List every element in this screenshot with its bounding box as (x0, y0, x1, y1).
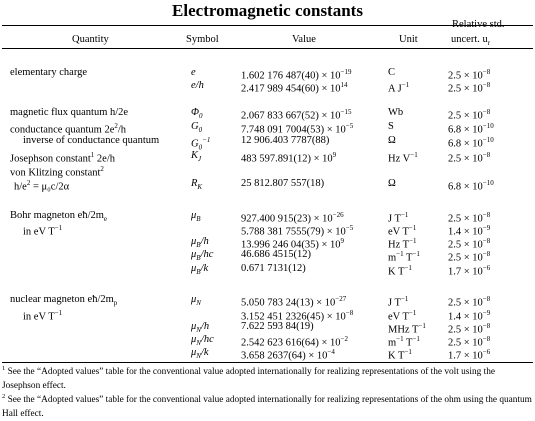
uncertainty-cell (448, 346, 490, 363)
quantity-text: inverse of conductance quantum (23, 135, 160, 146)
symbol-subscript: N (196, 339, 201, 348)
uncertainty-exponent: −8 (482, 250, 491, 258)
value-exponent: 9 (332, 151, 337, 159)
quantity-cell (23, 307, 62, 324)
uncertainty-text: 2.5 × 10 (448, 110, 483, 122)
value-text: 2.542 623 616(64) × 10 (241, 337, 341, 349)
uncertainty-text: 2.5 × 10 (448, 239, 483, 251)
symbol-text: μ (191, 263, 197, 274)
symbol-text: μ (191, 210, 197, 221)
quantity-superscript: −1 (54, 309, 63, 317)
symbol-cell (191, 293, 201, 310)
symbol-superscript: −1 (202, 136, 211, 144)
quantity-text: conductance quantum 2e (10, 124, 115, 136)
symbol-subscript: N (196, 299, 201, 308)
header-unit: Unit (399, 34, 418, 45)
unit-cell (388, 120, 394, 133)
symbol-text: e/h (191, 80, 204, 91)
quantity-cell (10, 106, 128, 119)
quantity-text: Bohr magneton eħ/2m (10, 210, 104, 221)
unit-text: MHz T (388, 324, 419, 336)
unit-text: J T (388, 213, 401, 225)
symbol-suffix: /k (200, 347, 209, 358)
symbol-text: μ (191, 249, 197, 260)
uncertainty-exponent: −8 (482, 237, 491, 245)
header-rule (2, 48, 533, 49)
uncertainty-exponent: −8 (482, 322, 491, 330)
uncertainty-exponent: −6 (482, 348, 491, 356)
unit-text: K T (388, 350, 405, 362)
value-exponent: −27 (335, 295, 347, 303)
symbol-text: R (191, 178, 198, 189)
unit-text: C (388, 67, 396, 78)
unit-text: Hz V (388, 153, 411, 165)
uncertainty-text: 1.7 × 10 (448, 350, 483, 362)
value-text: 5.788 381 7555(79) × 10 (241, 226, 346, 238)
value-text: 483 597.891(12) × 10 (241, 153, 333, 165)
unit-cell (388, 134, 396, 147)
unit-text: K T (388, 266, 405, 278)
quantity-superscript: 2 (114, 122, 118, 130)
value-text: 46.686 4515(12) (241, 249, 311, 260)
uncertainty-exponent: −8 (482, 81, 491, 89)
symbol-text: G (191, 121, 199, 132)
unit-exponent: −1 (404, 264, 412, 272)
unit-exponent: −1 (400, 295, 409, 303)
symbol-text: e (191, 67, 196, 78)
symbol-subscript: N (196, 352, 201, 361)
symbol-suffix: /h (200, 236, 209, 247)
uncertainty-cell (448, 177, 494, 194)
uncertainty-exponent: −8 (482, 151, 491, 159)
unit-cell (388, 106, 403, 119)
value-cell (241, 248, 311, 261)
unit-exponent: −1 (418, 322, 426, 330)
uncertainty-text: 2.5 × 10 (448, 337, 483, 349)
symbol-subscript: K (197, 183, 203, 192)
symbol-cell (191, 209, 201, 226)
unit-cell (388, 346, 412, 363)
header-uncert-line1: Relative std. (452, 19, 505, 30)
uncertainty-exponent: −6 (482, 264, 491, 272)
symbol-subscript: 0 (198, 143, 203, 152)
value-text: 2.417 989 454(60) × 10 (241, 83, 341, 95)
value-exponent: −2 (340, 335, 348, 343)
uncertainty-exponent: −9 (482, 309, 491, 317)
value-exponent: −15 (340, 108, 352, 116)
value-text: 12 906.403 7787(88) (241, 135, 330, 146)
value-exponent: −19 (340, 68, 352, 76)
symbol-cell (191, 346, 209, 363)
value-exponent: 14 (340, 81, 348, 89)
symbol-subscript: N (196, 326, 201, 335)
value-exponent: −5 (345, 224, 354, 232)
unit-suffix: T (403, 252, 413, 264)
uncertainty-cell (448, 149, 490, 166)
unit-cell (388, 177, 396, 190)
value-text: 13.996 246 04(35) × 10 (241, 239, 341, 251)
quantity-suffix: /h (117, 124, 127, 136)
uncertainty-text: 1.4 × 10 (448, 226, 483, 238)
symbol-cell (191, 177, 202, 194)
quantity-text: von Klitzing constant (10, 167, 101, 179)
uncertainty-text: 2.5 × 10 (448, 83, 483, 95)
symbol-cell (191, 79, 204, 92)
symbol-suffix: /h (200, 321, 210, 332)
unit-exponent-2: −1 (412, 250, 420, 258)
header-quantity: Quantity (72, 34, 109, 45)
uncertainty-exponent: −10 (482, 179, 494, 187)
unit-exponent: −1 (410, 151, 418, 159)
symbol-suffix: /hc (200, 334, 214, 345)
symbol-subscript: 0 (198, 126, 203, 135)
quantity-suffix: 2e/h (94, 153, 115, 165)
symbol-text: G (191, 138, 199, 150)
symbol-text: μ (191, 334, 197, 345)
unit-text: eV T (388, 226, 409, 238)
footnote-2: $^2$ See the “Adopted values” table for the conventional value adopted internationally for realizing representations of the ohm using the quantum Hall effect. (2, 393, 532, 420)
value-cell (241, 320, 314, 333)
quantity-text: nuclear magneton eħ/2m (10, 294, 114, 305)
value-text: 5.050 783 24(13) × 10 (241, 297, 336, 309)
unit-exponent: −1 (396, 335, 404, 343)
quantity-superscript: 2 (26, 179, 31, 187)
unit-exponent: −1 (408, 309, 417, 317)
uncertainty-exponent: −9 (482, 224, 491, 232)
symbol-cell (191, 262, 208, 279)
unit-cell (388, 79, 409, 96)
quantity-superscript: 1 (90, 151, 95, 159)
quantity-cell (23, 222, 62, 239)
uncertainty-text: 2.5 × 10 (448, 297, 483, 309)
uncertainty-exponent: −8 (482, 295, 491, 303)
quantity-cell (23, 134, 159, 147)
symbol-suffix: /hc (200, 249, 214, 260)
value-text: 7.622 593 84(19) (241, 321, 314, 332)
uncertainty-exponent: −8 (482, 335, 491, 343)
uncertainty-text: 2.5 × 10 (448, 213, 483, 225)
quantity-superscript: 2 (100, 165, 104, 173)
uncertainty-text: 2.5 × 10 (448, 70, 483, 82)
quantity-cell (10, 66, 87, 79)
unit-exponent: −1 (404, 348, 412, 356)
uncertainty-text: 6.8 × 10 (448, 138, 483, 150)
value-exponent: 9 (340, 237, 345, 245)
header-symbol: Symbol (186, 34, 219, 45)
value-cell (241, 149, 336, 166)
uncertainty-exponent: −10 (482, 122, 494, 130)
header-value: Value (292, 34, 316, 45)
unit-exponent: −1 (408, 224, 417, 232)
unit-text: Wb (388, 107, 404, 118)
value-text: 7.748 091 7004(53) × 10 (241, 124, 346, 136)
unit-text: Hz T (388, 239, 410, 251)
uncertainty-text: 1.4 × 10 (448, 311, 483, 323)
table-title: Electromagnetic constants (172, 1, 363, 20)
quantity-text: magnetic flux quantum h/2e (10, 107, 129, 118)
value-text: 2.067 833 667(52) × 10 (241, 110, 341, 122)
quantity-cell (14, 177, 69, 194)
quantity-subscript: p (113, 299, 118, 308)
symbol-text: μ (191, 347, 197, 358)
unit-text: Ω (388, 178, 396, 189)
unit-text: A J (388, 83, 402, 95)
value-exponent: −4 (327, 348, 335, 356)
unit-exponent-2: −1 (412, 335, 420, 343)
value-text: 3.658 2637(64) × 10 (241, 350, 328, 362)
symbol-suffix: /k (200, 263, 209, 274)
value-text: 25 812.807 557(18) (241, 178, 325, 189)
symbol-text: μ (191, 236, 197, 247)
value-cell (241, 346, 335, 363)
symbol-text: Φ (191, 107, 199, 118)
symbol-cell (191, 149, 201, 166)
value-exponent: −5 (345, 122, 354, 130)
value-cell (241, 177, 324, 190)
unit-cell (388, 149, 418, 166)
symbol-cell (191, 66, 196, 79)
quantity-text: Josephson constant (10, 153, 91, 165)
unit-text: m (388, 337, 397, 349)
symbol-subscript: B (196, 268, 201, 277)
uncertainty-text: 2.5 × 10 (448, 324, 483, 336)
uncertainty-text: 2.5 × 10 (448, 252, 483, 264)
symbol-subscript: 0 (199, 112, 203, 121)
unit-exponent: −1 (400, 211, 409, 219)
uncertainty-text: 6.8 × 10 (448, 181, 483, 193)
unit-exponent: −1 (396, 250, 404, 258)
symbol-text: μ (191, 294, 197, 305)
uncertainty-exponent: −8 (482, 68, 491, 76)
uncertainty-text: 2.5 × 10 (448, 153, 483, 165)
value-exponent: −8 (345, 309, 354, 317)
unit-text: Ω (388, 135, 396, 146)
unit-text: eV T (388, 311, 409, 323)
value-text: 0.671 7131(12) (241, 263, 306, 274)
uncertainty-text: 6.8 × 10 (448, 124, 483, 136)
uncertainty-cell (448, 79, 490, 96)
quantity-text: elementary charge (10, 67, 88, 78)
header-uncert-line2: uncert. $u_r$ (451, 34, 491, 48)
quantity-subscript: e (103, 215, 108, 224)
uncertainty-exponent: −8 (482, 108, 491, 116)
symbol-subscript: B (196, 241, 201, 250)
unit-exponent: −1 (409, 237, 417, 245)
symbol-subscript: J (198, 155, 202, 164)
quantity-text: in eV T (23, 311, 55, 323)
unit-text: m (388, 252, 397, 264)
unit-text: S (388, 121, 394, 132)
value-exponent: −26 (332, 211, 344, 219)
uncertainty-exponent: −10 (482, 136, 494, 144)
value-text: 1.602 176 487(40) × 10 (241, 70, 341, 82)
unit-text: J T (388, 297, 401, 309)
symbol-subscript: B (196, 215, 201, 224)
footnote-1: $^1$ See the “Adopted values” table for the conventional value adopted internationally for realizing representations of the volt using the Josephson effect. (2, 365, 495, 392)
unit-exponent: −1 (401, 81, 410, 89)
symbol-subscript: B (196, 254, 201, 263)
quantity-superscript: −1 (54, 224, 63, 232)
uncertainty-exponent: −8 (482, 211, 491, 219)
quantity-text: in eV T (23, 226, 55, 238)
quantity-text: h/e (14, 181, 27, 193)
unit-cell (388, 66, 395, 79)
value-cell (241, 79, 348, 96)
value-text: 3.152 451 2326(45) × 10 (241, 311, 346, 323)
unit-suffix: T (403, 337, 413, 349)
unit-cell (388, 262, 412, 279)
symbol-text: μ (191, 321, 197, 332)
uncertainty-text: 1.7 × 10 (448, 266, 483, 278)
quantity-suffix: = μ₀c/2α (30, 181, 70, 193)
symbol-text: K (191, 150, 199, 161)
value-text: 927.400 915(23) × 10 (241, 213, 333, 225)
uncertainty-cell (448, 262, 490, 279)
value-cell (241, 262, 306, 275)
value-cell (241, 134, 329, 147)
